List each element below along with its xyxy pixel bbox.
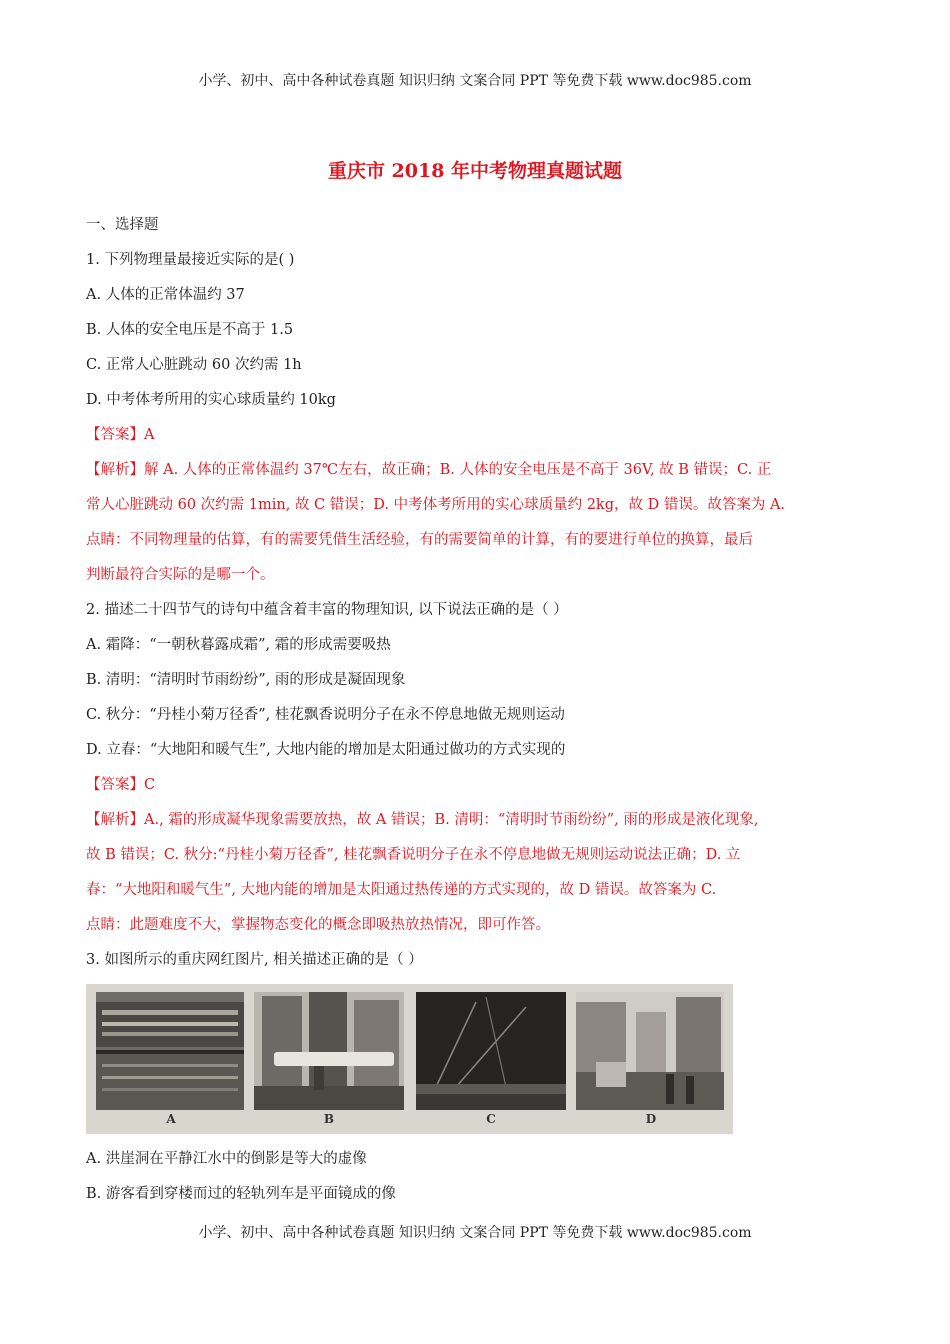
q2-stem: 2. 描述二十四节气的诗句中蕴含着丰富的物理知识, 以下说法正确的是（ ）	[86, 602, 568, 618]
photo-a-hongyadong	[96, 992, 244, 1110]
q3-option-a: A. 洪崖洞在平静江水中的倒影是等大的虚像	[86, 1151, 367, 1167]
q1-answer: 【答案】A	[86, 427, 155, 443]
q3-option-b: B. 游客看到穿楼而过的轻轨列车是平面镜成的像	[86, 1186, 396, 1202]
exam-content	[86, 208, 876, 1212]
q2-option-a: A. 霜降：“一朝秋暮露成霜”, 霜的形成需要吸热	[86, 637, 391, 653]
page-title: 重庆市 2018 年中考物理真题试题	[327, 160, 623, 182]
q3-photo-strip	[86, 984, 733, 1134]
photo-d-street	[576, 992, 724, 1110]
photo-c-image	[416, 992, 566, 1110]
page-footer: 小学、初中、高中各种试卷真题 知识归纳 文案合同 PPT 等免费下载 www.doc985.com	[198, 1225, 752, 1241]
photo-label-d: D	[645, 1112, 657, 1126]
q2-analysis-line: 故 B 错误；C. 秋分:“丹桂小菊万径香”, 桂花飘香说明分子在永不停息地做无规则运动说法正确；D. 立	[86, 847, 741, 863]
q1-tip-line: 点睛：不同物理量的估算，有的需要凭借生活经验，有的需要简单的计算，有的要进行单位的换算，最后	[86, 532, 753, 548]
q2-analysis-line: 【解析】A., 霜的形成凝华现象需要放热，故 A 错误；B. 清明：“清明时节雨纷纷”, 雨的形成是液化现象,	[86, 812, 759, 828]
q1-stem: 1. 下列物理量最接近实际的是( )	[86, 252, 295, 268]
photo-a-image	[96, 992, 244, 1110]
q1-analysis-line: 常人心脏跳动 60 次约需 1min, 故 C 错误；D. 中考体考所用的实心球质量约 2kg，故 D 错误。故答案为 A.	[86, 497, 786, 513]
photo-c-night-lights	[416, 992, 566, 1110]
photo-label-a: A	[166, 1112, 176, 1126]
q2-option-d: D. 立春：“大地阳和暖气生”, 大地内能的增加是太阳通过做功的方式实现的	[86, 742, 566, 758]
photo-b-light-rail	[254, 992, 404, 1110]
q1-option-d: D. 中考体考所用的实心球质量约 10kg	[86, 392, 336, 408]
q1-option-b: B. 人体的安全电压是不高于 1.5	[86, 322, 294, 338]
q2-option-b: B. 清明：“清明时节雨纷纷”, 雨的形成是凝固现象	[86, 672, 406, 688]
q1-tip-line: 判断最符合实际的是哪一个。	[86, 567, 275, 583]
q2-tip: 点睛：此题难度不大，掌握物态变化的概念即吸热放热情况，即可作答。	[86, 917, 550, 933]
q2-analysis-line: 春：“大地阳和暖气生”, 大地内能的增加是太阳通过热传递的方式实现的，故 D 错误。故答案为 C.	[86, 882, 717, 898]
photo-d-image	[576, 992, 724, 1110]
q3-stem: 3. 如图所示的重庆网红图片, 相关描述正确的是（ ）	[86, 952, 423, 968]
q1-option-c: C. 正常人心脏跳动 60 次约需 1h	[86, 357, 302, 373]
photo-label-c: C	[486, 1112, 496, 1126]
q2-option-c: C. 秋分：“丹桂小菊万径香”, 桂花飘香说明分子在永不停息地做无规则运动	[86, 707, 565, 723]
q1-option-a: A. 人体的正常体温约 37	[86, 287, 245, 303]
photo-b-image	[254, 992, 404, 1110]
page-header: 小学、初中、高中各种试卷真题 知识归纳 文案合同 PPT 等免费下载 www.doc985.com	[198, 73, 752, 89]
photo-label-b: B	[323, 1112, 335, 1126]
q1-analysis-line: 【解析】解 A. 人体的正常体温约 37℃左右，故正确；B. 人体的安全电压是不高于 36V, 故 B 错误；C. 正	[86, 462, 772, 478]
section-heading: 一、选择题	[86, 217, 159, 233]
q2-answer: 【答案】C	[86, 777, 156, 793]
